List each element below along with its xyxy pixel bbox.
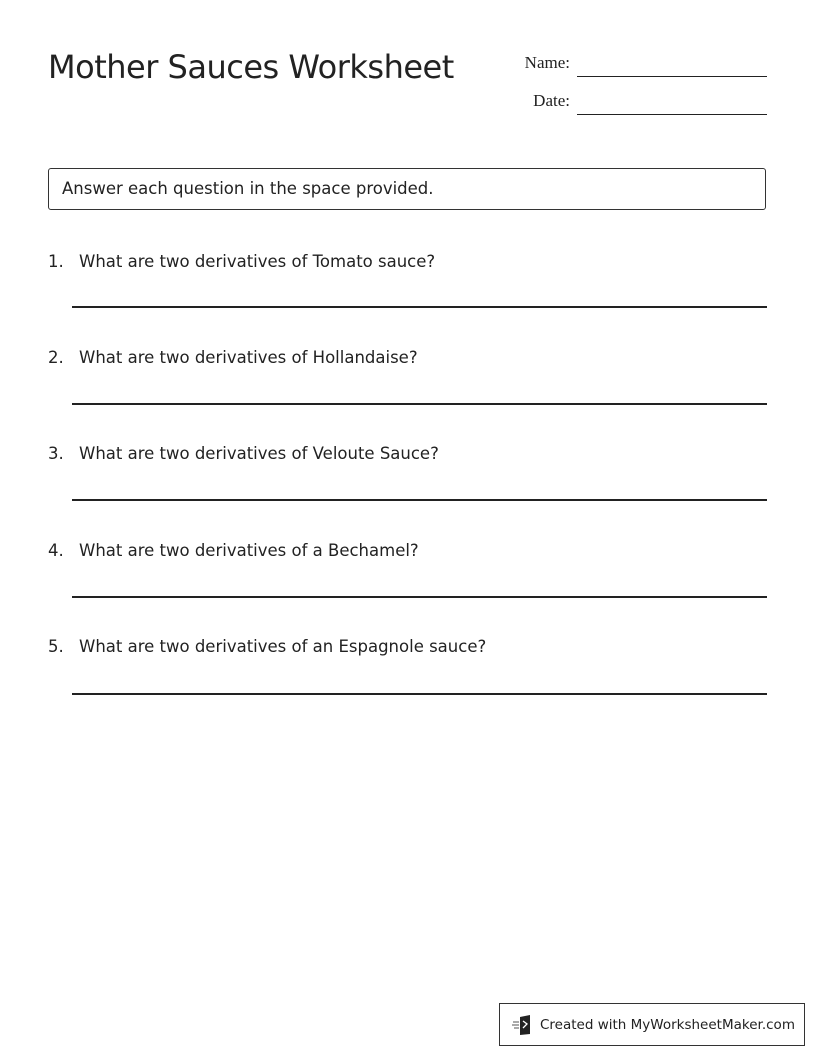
name-line[interactable] bbox=[577, 76, 767, 77]
question-number: 3. bbox=[48, 444, 64, 463]
answer-line-2[interactable] bbox=[72, 403, 767, 405]
question-3 bbox=[48, 444, 439, 463]
question-text: What are two derivatives of a Bechamel? bbox=[79, 541, 419, 560]
question-4 bbox=[48, 541, 419, 560]
date-label: Date: bbox=[533, 91, 570, 110]
question-number: 5. bbox=[48, 637, 64, 656]
question-number: 4. bbox=[48, 541, 64, 560]
date-line[interactable] bbox=[577, 114, 767, 115]
footer-text: Created with MyWorksheetMaker.com bbox=[540, 1016, 795, 1033]
question-number: 1. bbox=[48, 252, 64, 271]
instructions-box: Answer each question in the space provided. bbox=[48, 168, 766, 210]
question-text: What are two derivatives of Tomato sauce? bbox=[79, 252, 436, 271]
question-number: 2. bbox=[48, 348, 64, 367]
question-text: What are two derivatives of Veloute Sauce? bbox=[79, 444, 439, 463]
question-2 bbox=[48, 348, 418, 367]
answer-line-5[interactable] bbox=[72, 693, 767, 695]
worksheet-title: Mother Sauces Worksheet bbox=[48, 48, 454, 86]
question-text: What are two derivatives of an Espagnole sauce? bbox=[79, 637, 487, 656]
name-label: Name: bbox=[524, 53, 570, 72]
footer-badge[interactable] bbox=[499, 1003, 805, 1046]
question-text: What are two derivatives of Hollandaise? bbox=[79, 348, 418, 367]
answer-line-4[interactable] bbox=[72, 596, 767, 598]
worksheet-maker-logo-icon bbox=[512, 1014, 534, 1036]
question-1 bbox=[48, 252, 435, 271]
answer-line-1[interactable] bbox=[72, 306, 767, 308]
answer-line-3[interactable] bbox=[72, 499, 767, 501]
question-5 bbox=[48, 637, 486, 656]
